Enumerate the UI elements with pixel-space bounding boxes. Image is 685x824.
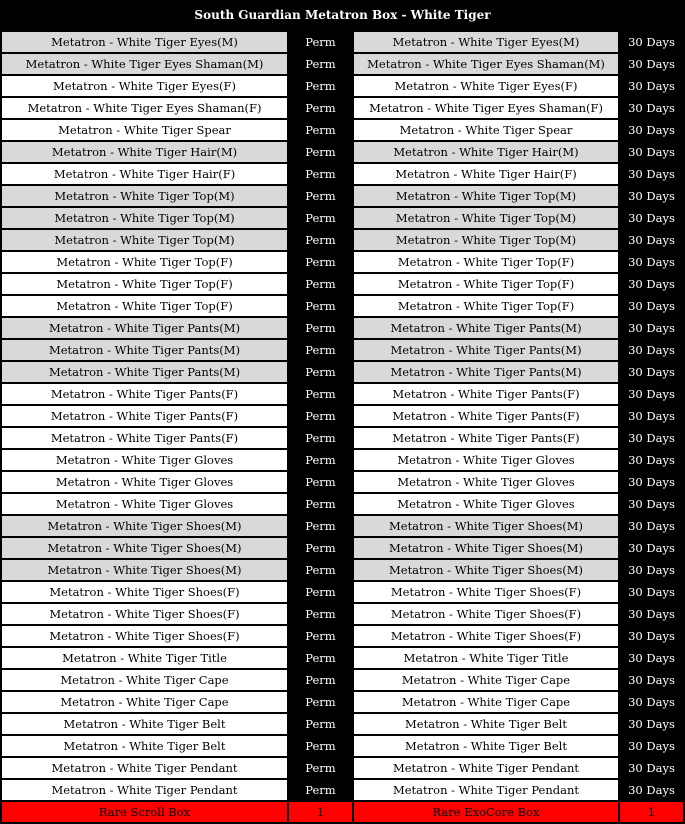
duration-left: Perm	[289, 758, 352, 778]
item-name-left: Metatron - White Tiger Shoes(M)	[2, 560, 287, 580]
item-name-right: Metatron - White Tiger Title	[354, 648, 618, 668]
duration-left: Perm	[289, 54, 352, 74]
item-name-left: Metatron - White Tiger Hair(M)	[2, 142, 287, 162]
item-name-left: Metatron - White Tiger Hair(F)	[2, 164, 287, 184]
duration-right: 30 Days	[620, 736, 683, 756]
item-name-left: Metatron - White Tiger Cape	[2, 670, 287, 690]
item-name-left: Metatron - White Tiger Eyes Shaman(F)	[2, 98, 287, 118]
table-row	[0, 537, 685, 559]
item-name-right: Metatron - White Tiger Spear	[354, 120, 618, 140]
duration-left: Perm	[289, 670, 352, 690]
duration-right: 30 Days	[620, 274, 683, 294]
item-name-left: Metatron - White Tiger Shoes(F)	[2, 604, 287, 624]
table-row	[0, 691, 685, 713]
duration-left: Perm	[289, 626, 352, 646]
item-table	[0, 31, 685, 823]
table-row	[0, 735, 685, 757]
duration-right: 30 Days	[620, 494, 683, 514]
duration-left: Perm	[289, 76, 352, 96]
duration-left: Perm	[289, 362, 352, 382]
table-row	[0, 361, 685, 383]
item-name-right: Metatron - White Tiger Belt	[354, 736, 618, 756]
duration-right: 30 Days	[620, 428, 683, 448]
item-name-left: Metatron - White Tiger Top(F)	[2, 274, 287, 294]
duration-left: Perm	[289, 538, 352, 558]
table-row	[0, 141, 685, 163]
duration-left: Perm	[289, 604, 352, 624]
table-row	[0, 273, 685, 295]
duration-right: 30 Days	[620, 538, 683, 558]
item-name-left: Metatron - White Tiger Top(F)	[2, 296, 287, 316]
duration-left: Perm	[289, 384, 352, 404]
item-name-right: Metatron - White Tiger Shoes(M)	[354, 560, 618, 580]
duration-left: Perm	[289, 406, 352, 426]
duration-left: Perm	[289, 164, 352, 184]
duration-right: 30 Days	[620, 142, 683, 162]
duration-left: Perm	[289, 714, 352, 734]
duration-left: Perm	[289, 252, 352, 272]
item-name-left: Metatron - White Tiger Belt	[2, 714, 287, 734]
item-name-right: Metatron - White Tiger Hair(F)	[354, 164, 618, 184]
duration-right: 30 Days	[620, 780, 683, 800]
duration-right: 30 Days	[620, 450, 683, 470]
item-name-right: Metatron - White Tiger Top(M)	[354, 208, 618, 228]
duration-left: Perm	[289, 142, 352, 162]
table-row	[0, 603, 685, 625]
item-name-left: Metatron - White Tiger Pants(M)	[2, 362, 287, 382]
item-name-left: Metatron - White Tiger Eyes(M)	[2, 32, 287, 52]
duration-right: 30 Days	[620, 472, 683, 492]
duration-left: Perm	[289, 736, 352, 756]
duration-right: 30 Days	[620, 208, 683, 228]
item-name-left: Metatron - White Tiger Top(M)	[2, 186, 287, 206]
table-row	[0, 669, 685, 691]
item-name-right: Metatron - White Tiger Shoes(M)	[354, 516, 618, 536]
item-name-right: Metatron - White Tiger Cape	[354, 670, 618, 690]
table-row	[0, 31, 685, 53]
item-name-left: Metatron - White Tiger Pendant	[2, 780, 287, 800]
item-name-right: Metatron - White Tiger Pants(F)	[354, 428, 618, 448]
table-row	[0, 471, 685, 493]
item-name-right: Metatron - White Tiger Eyes(M)	[354, 32, 618, 52]
item-name-left: Metatron - White Tiger Shoes(F)	[2, 626, 287, 646]
duration-right: 30 Days	[620, 98, 683, 118]
item-name-left: Metatron - White Tiger Eyes Shaman(M)	[2, 54, 287, 74]
duration-right: 30 Days	[620, 230, 683, 250]
item-name-right: Metatron - White Tiger Pendant	[354, 780, 618, 800]
item-name-left: Metatron - White Tiger Spear	[2, 120, 287, 140]
item-name-right: Metatron - White Tiger Gloves	[354, 494, 618, 514]
item-name-left: Metatron - White Tiger Pants(M)	[2, 318, 287, 338]
duration-left: Perm	[289, 208, 352, 228]
item-name-right: Metatron - White Tiger Pants(M)	[354, 318, 618, 338]
item-name-right: Metatron - White Tiger Pants(M)	[354, 362, 618, 382]
duration-right: 30 Days	[620, 76, 683, 96]
duration-right: 30 Days	[620, 560, 683, 580]
duration-left: Perm	[289, 186, 352, 206]
item-name-right: Metatron - White Tiger Pants(F)	[354, 406, 618, 426]
duration-right: 30 Days	[620, 384, 683, 404]
item-name-right: Metatron - White Tiger Belt	[354, 714, 618, 734]
item-name-left: Metatron - White Tiger Pants(M)	[2, 340, 287, 360]
item-name-left: Metatron - White Tiger Belt	[2, 736, 287, 756]
item-name-right: Metatron - White Tiger Shoes(M)	[354, 538, 618, 558]
table-row	[0, 449, 685, 471]
table-row	[0, 405, 685, 427]
duration-right: 30 Days	[620, 714, 683, 734]
item-name-right: Metatron - White Tiger Eyes(F)	[354, 76, 618, 96]
duration-left: Perm	[289, 494, 352, 514]
table-row	[0, 559, 685, 581]
duration-right: 30 Days	[620, 296, 683, 316]
item-name-left: Metatron - White Tiger Pants(F)	[2, 428, 287, 448]
duration-right: 30 Days	[620, 406, 683, 426]
duration-left: Perm	[289, 472, 352, 492]
item-name-right: Metatron - White Tiger Eyes Shaman(F)	[354, 98, 618, 118]
duration-right: 30 Days	[620, 670, 683, 690]
item-name-left: Metatron - White Tiger Gloves	[2, 472, 287, 492]
item-name-right: Metatron - White Tiger Top(M)	[354, 230, 618, 250]
duration-left: Perm	[289, 780, 352, 800]
table-row	[0, 207, 685, 229]
duration-right: 30 Days	[620, 186, 683, 206]
item-name-left: Metatron - White Tiger Pendant	[2, 758, 287, 778]
item-name-left: Rare Scroll Box	[2, 802, 287, 822]
table-row	[0, 97, 685, 119]
table-row	[0, 493, 685, 515]
table-row	[0, 581, 685, 603]
table-row	[0, 427, 685, 449]
item-name-left: Metatron - White Tiger Top(M)	[2, 230, 287, 250]
duration-left: Perm	[289, 560, 352, 580]
item-name-right: Metatron - White Tiger Pants(F)	[354, 384, 618, 404]
duration-right: 30 Days	[620, 648, 683, 668]
duration-right: 30 Days	[620, 758, 683, 778]
duration-right: 30 Days	[620, 582, 683, 602]
item-name-right: Metatron - White Tiger Hair(M)	[354, 142, 618, 162]
item-name-right: Metatron - White Tiger Gloves	[354, 450, 618, 470]
duration-right: 30 Days	[620, 340, 683, 360]
duration-left: Perm	[289, 428, 352, 448]
duration-right: 30 Days	[620, 54, 683, 74]
duration-left: Perm	[289, 582, 352, 602]
item-name-right: Metatron - White Tiger Shoes(F)	[354, 582, 618, 602]
item-name-right: Metatron - White Tiger Pants(M)	[354, 340, 618, 360]
item-name-left: Metatron - White Tiger Shoes(M)	[2, 516, 287, 536]
item-name-right: Metatron - White Tiger Top(F)	[354, 274, 618, 294]
duration-left: Perm	[289, 230, 352, 250]
table-row	[0, 163, 685, 185]
duration-right: 1	[620, 802, 683, 822]
duration-left: Perm	[289, 692, 352, 712]
duration-right: 30 Days	[620, 164, 683, 184]
item-name-right: Metatron - White Tiger Cape	[354, 692, 618, 712]
table-row	[0, 229, 685, 251]
table-row	[0, 295, 685, 317]
table-row	[0, 801, 685, 823]
duration-left: Perm	[289, 32, 352, 52]
duration-right: 30 Days	[620, 252, 683, 272]
item-name-right: Rare ExoCore Box	[354, 802, 618, 822]
item-name-left: Metatron - White Tiger Eyes(F)	[2, 76, 287, 96]
duration-right: 30 Days	[620, 318, 683, 338]
page-title: South Guardian Metatron Box - White Tiger	[194, 8, 491, 22]
table-row	[0, 383, 685, 405]
duration-left: Perm	[289, 340, 352, 360]
item-name-right: Metatron - White Tiger Eyes Shaman(M)	[354, 54, 618, 74]
duration-left: Perm	[289, 274, 352, 294]
duration-left: Perm	[289, 318, 352, 338]
table-row	[0, 119, 685, 141]
table-row	[0, 625, 685, 647]
table-row	[0, 251, 685, 273]
item-name-left: Metatron - White Tiger Title	[2, 648, 287, 668]
item-name-right: Metatron - White Tiger Top(M)	[354, 186, 618, 206]
table-row	[0, 647, 685, 669]
item-name-left: Metatron - White Tiger Cape	[2, 692, 287, 712]
duration-left: Perm	[289, 648, 352, 668]
duration-left: Perm	[289, 450, 352, 470]
duration-left: Perm	[289, 296, 352, 316]
item-name-left: Metatron - White Tiger Top(M)	[2, 208, 287, 228]
item-name-left: Metatron - White Tiger Gloves	[2, 450, 287, 470]
item-name-left: Metatron - White Tiger Shoes(F)	[2, 582, 287, 602]
duration-left: 1	[289, 802, 352, 822]
item-name-left: Metatron - White Tiger Pants(F)	[2, 384, 287, 404]
item-name-left: Metatron - White Tiger Shoes(M)	[2, 538, 287, 558]
duration-right: 30 Days	[620, 692, 683, 712]
item-name-right: Metatron - White Tiger Shoes(F)	[354, 626, 618, 646]
table-row	[0, 713, 685, 735]
table-row	[0, 515, 685, 537]
table-row	[0, 317, 685, 339]
table-row	[0, 185, 685, 207]
table-row	[0, 53, 685, 75]
duration-right: 30 Days	[620, 362, 683, 382]
item-name-left: Metatron - White Tiger Pants(F)	[2, 406, 287, 426]
duration-left: Perm	[289, 98, 352, 118]
duration-right: 30 Days	[620, 604, 683, 624]
duration-left: Perm	[289, 516, 352, 536]
item-name-right: Metatron - White Tiger Pendant	[354, 758, 618, 778]
duration-right: 30 Days	[620, 516, 683, 536]
table-row	[0, 339, 685, 361]
item-name-left: Metatron - White Tiger Gloves	[2, 494, 287, 514]
item-name-right: Metatron - White Tiger Shoes(F)	[354, 604, 618, 624]
duration-right: 30 Days	[620, 32, 683, 52]
duration-right: 30 Days	[620, 626, 683, 646]
table-row	[0, 779, 685, 801]
item-name-right: Metatron - White Tiger Gloves	[354, 472, 618, 492]
table-row	[0, 75, 685, 97]
item-name-right: Metatron - White Tiger Top(F)	[354, 252, 618, 272]
item-name-left: Metatron - White Tiger Top(F)	[2, 252, 287, 272]
item-name-right: Metatron - White Tiger Top(F)	[354, 296, 618, 316]
table-row	[0, 757, 685, 779]
duration-right: 30 Days	[620, 120, 683, 140]
duration-left: Perm	[289, 120, 352, 140]
